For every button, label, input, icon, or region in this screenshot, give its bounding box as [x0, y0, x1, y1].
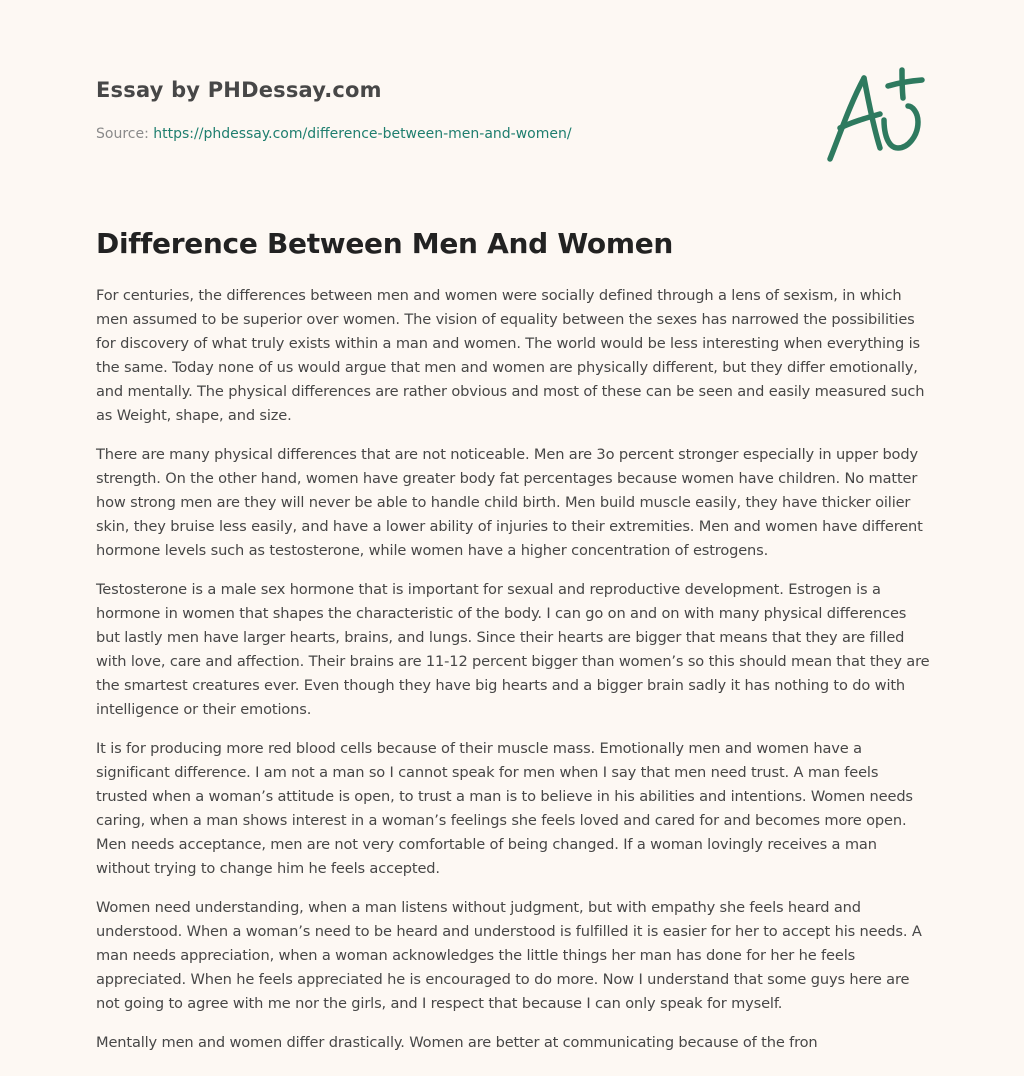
essay-paragraph: There are many physical differences that are not noticeable. Men are 3o percent stronger especially in upper body strength. On the other hand, women have greater body fat percentages because women have children. No matter how strong men are they will never be able to handle child birth. Men build muscle easily, they have thicker oilier skin, they bruise less easily, and have a lower ability of injuries to their extremities. Men and women have different hormone levels such as testosterone, while women have a higher concentration of estrogens.: [96, 446, 923, 559]
essay-body: [96, 284, 932, 1070]
essay-title: Difference Between Men And Women: [96, 227, 674, 260]
essay-header: [96, 76, 696, 144]
a-plus-logo: [822, 64, 932, 168]
essay-paragraph: Women need understanding, when a man listens without judgment, but with empathy she feels heard and understood. When a woman’s need to be heard and understood is fulfilled it is easier for her to accept his needs. A man needs appreciation, when a woman acknowledges the little things her man has done for her he feels appreciated. When he feels appreciated he is encouraged to do more. Now I understand that some guys here are not going to agree with me nor the girls, and I respect that because I can only speak for myself.: [96, 899, 922, 1012]
essay-paragraph: It is for producing more red blood cells because of their muscle mass. Emotionally men and women have a significant difference. I am not a man so I cannot speak for men when I say that men need trust. A man feels trusted when a woman’s attitude is open, to trust a man is to believe in his abilities and intentions. Women needs caring, when a man shows interest in a woman’s feelings she feels loved and cared for and becomes more open. Men needs acceptance, men are not very comfortable of being changed. If a woman lovingly receives a man without trying to change him he feels accepted.: [96, 740, 913, 877]
source-label: Source:: [96, 126, 149, 142]
essay-paragraph: For centuries, the differences between men and women were socially defined through a lens of sexism, in which men assumed to be superior over women. The vision of equality between the sexes has narrowed the possibilities for discovery of what truly exists within a man and women. The world would be less interesting when everything is the same. Today none of us would argue that men and women are physically different, but they differ emotionally, and mentally. The physical differences are rather obvious and most of these can be seen and easily measured such as Weight, shape, and size.: [96, 287, 925, 424]
site-brand: Essay by PHDessay.com: [96, 78, 382, 102]
source-line: [96, 124, 696, 144]
essay-paragraph: Testosterone is a male sex hormone that is important for sexual and reproductive development. Estrogen is a hormone in women that shapes the characteristic of the body. I can go on and on with many physical differences but lastly men have larger hearts, brains, and lungs. Since their hearts are bigger that means that they are filled with love, care and affection. Their brains are 11-12 percent bigger than women’s so this should mean that they are the smartest creatures ever. Even though they have big hearts and a bigger brain sadly it has nothing to do with intelligence or their emotions.: [96, 581, 930, 718]
source-link[interactable]: https://phdessay.com/difference-between-men-and-women/: [153, 126, 572, 142]
essay-paragraph: Mentally men and women differ drastically. Women are better at communicating because of the fron: [96, 1034, 818, 1051]
a-plus-logo-icon: [822, 64, 932, 168]
